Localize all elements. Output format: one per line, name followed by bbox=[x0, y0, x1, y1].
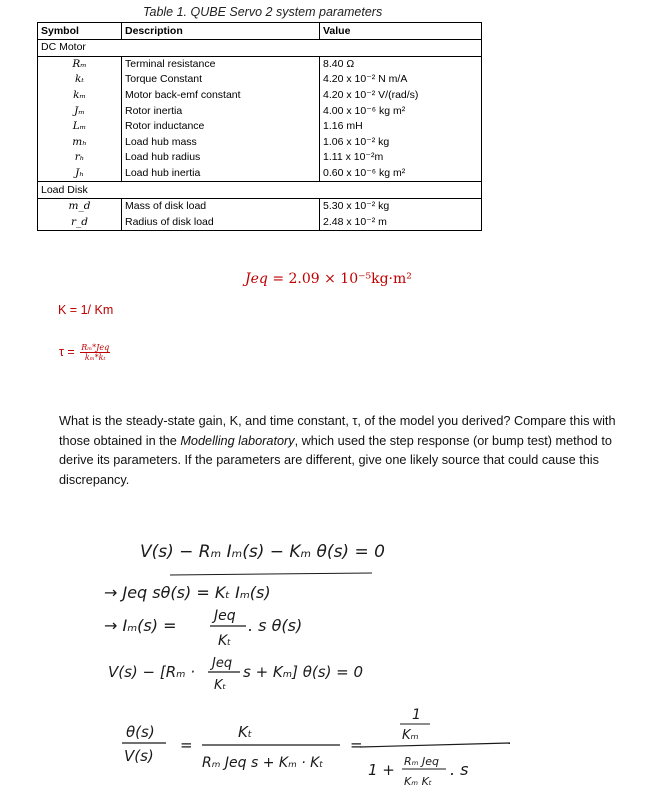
hw-tf-mid-den: Rₘ Jeq s + Kₘ · Kₜ bbox=[202, 755, 324, 771]
hw-tf-den: V(s) bbox=[124, 747, 154, 765]
section-load-disk: Load Disk bbox=[38, 182, 482, 199]
table-row bbox=[38, 198, 482, 214]
value-cell: 8.40 Ω bbox=[320, 56, 482, 72]
table-row bbox=[38, 215, 482, 231]
table-caption: Table 1. QUBE Servo 2 system parameters bbox=[143, 5, 383, 19]
hw-tf-right-num-top: 1 bbox=[412, 707, 421, 723]
symbol-cell: Lₘ bbox=[38, 119, 122, 135]
symbol-cell: Jₕ bbox=[38, 166, 122, 182]
description-cell: Mass of disk load bbox=[122, 198, 320, 214]
value-cell: 1.16 mH bbox=[320, 119, 482, 135]
symbol-cell: Jₘ bbox=[38, 103, 122, 119]
tau-label: τ = bbox=[59, 344, 75, 359]
hw-tf-right-num-bot: Kₘ bbox=[402, 728, 419, 743]
description-cell: Motor back-emf constant bbox=[122, 88, 320, 104]
question-emphasis: Modelling laboratory bbox=[180, 433, 295, 448]
description-cell: Load hub inertia bbox=[122, 166, 320, 182]
section-dc-motor: DC Motor bbox=[38, 40, 482, 57]
tau-formula bbox=[59, 343, 110, 362]
table-row bbox=[38, 88, 482, 104]
tau-denominator: kₘ*kₜ bbox=[84, 353, 106, 362]
hw-line4-rhs: s + Kₘ] θ(s) = 0 bbox=[243, 663, 364, 681]
hw-tf-right-den-den: Kₘ Kₜ bbox=[404, 775, 433, 788]
description-cell: Radius of disk load bbox=[122, 215, 320, 231]
description-cell: Load hub mass bbox=[122, 135, 320, 151]
k-formula: K = 1/ Km bbox=[58, 303, 114, 317]
question-text bbox=[59, 412, 619, 490]
symbol-cell: Rₘ bbox=[38, 56, 122, 72]
header-symbol: Symbol bbox=[38, 23, 122, 40]
value-cell: 5.30 x 10⁻² kg bbox=[320, 198, 482, 214]
hw-tf-right-den-a: 1 + bbox=[368, 761, 395, 779]
hw-line4-den: Kₜ bbox=[214, 678, 227, 693]
hw-equals: = bbox=[180, 736, 193, 754]
hw-line3-rhs: . s θ(s) bbox=[248, 616, 303, 635]
header-value: Value bbox=[320, 23, 482, 40]
handwritten-derivation bbox=[0, 505, 649, 799]
table-row bbox=[38, 56, 482, 72]
hw-line3-num: Jeq bbox=[214, 608, 236, 624]
value-cell: 1.11 x 10⁻²m bbox=[320, 150, 482, 166]
hw-line3-den: Kₜ bbox=[218, 633, 232, 649]
value-cell: 0.60 x 10⁻⁶ kg m² bbox=[320, 166, 482, 182]
hw-line4-num: Jeq bbox=[212, 656, 233, 671]
value-cell: 1.06 x 10⁻² kg bbox=[320, 135, 482, 151]
hw-tf-mid-num: Kₜ bbox=[238, 723, 253, 741]
hw-line1: V(s) − Rₘ Iₘ(s) − Kₘ θ(s) = 0 bbox=[140, 542, 385, 562]
section-row bbox=[38, 182, 482, 199]
description-cell: Terminal resistance bbox=[122, 56, 320, 72]
value-cell: 4.00 x 10⁻⁶ kg m² bbox=[320, 103, 482, 119]
question-part2: , which used the step response (or bump test) method to derive its parameters. If the parameters are different, give one likely source that could cause this discrepancy. bbox=[59, 433, 612, 487]
jeq-lhs: Jeq bbox=[245, 271, 268, 287]
description-cell: Rotor inertia bbox=[122, 103, 320, 119]
tau-fraction bbox=[80, 343, 110, 362]
question-part1: What is the steady-state gain, K, and time constant, τ, of the model you derived? Compare this with those obtained in the bbox=[59, 414, 616, 448]
table-row bbox=[38, 150, 482, 166]
value-cell: 4.20 x 10⁻² N m/A bbox=[320, 72, 482, 88]
hw-fraction-bar bbox=[360, 743, 510, 747]
hw-tf-right-den-num: Rₘ Jeq bbox=[404, 755, 439, 768]
description-cell: Torque Constant bbox=[122, 72, 320, 88]
hw-line2: → Jeq sθ(s) = Kₜ Iₘ(s) bbox=[104, 583, 271, 602]
table-header-row bbox=[38, 23, 482, 40]
jeq-equation bbox=[245, 271, 412, 287]
header-description: Description bbox=[122, 23, 320, 40]
hw-tf-num: θ(s) bbox=[126, 723, 155, 741]
symbol-cell: kₜ bbox=[38, 72, 122, 88]
table-row bbox=[38, 119, 482, 135]
parameters-table bbox=[37, 22, 482, 231]
table-row bbox=[38, 72, 482, 88]
symbol-cell: mₕ bbox=[38, 135, 122, 151]
symbol-cell: r_d bbox=[38, 215, 122, 231]
description-cell: Load hub radius bbox=[122, 150, 320, 166]
value-cell: 4.20 x 10⁻² V/(rad/s) bbox=[320, 88, 482, 104]
description-cell: Rotor inductance bbox=[122, 119, 320, 135]
symbol-cell: kₘ bbox=[38, 88, 122, 104]
hw-tf-right-den-b: . s bbox=[450, 760, 469, 779]
table-row bbox=[38, 135, 482, 151]
hw-line3-lhs: → Iₘ(s) = bbox=[104, 616, 177, 635]
hw-line4-lhs: V(s) − [Rₘ · bbox=[108, 663, 196, 681]
section-row bbox=[38, 40, 482, 57]
tau-numerator: Rₘ*Jeq bbox=[81, 343, 110, 352]
symbol-cell: m_d bbox=[38, 198, 122, 214]
jeq-rhs: = 2.09 × 10⁻⁵kg·m² bbox=[272, 271, 412, 287]
table-row bbox=[38, 166, 482, 182]
value-cell: 2.48 x 10⁻² m bbox=[320, 215, 482, 231]
symbol-cell: rₕ bbox=[38, 150, 122, 166]
hw-underline bbox=[170, 573, 372, 575]
table-row bbox=[38, 103, 482, 119]
hw-equals: = bbox=[350, 736, 363, 754]
